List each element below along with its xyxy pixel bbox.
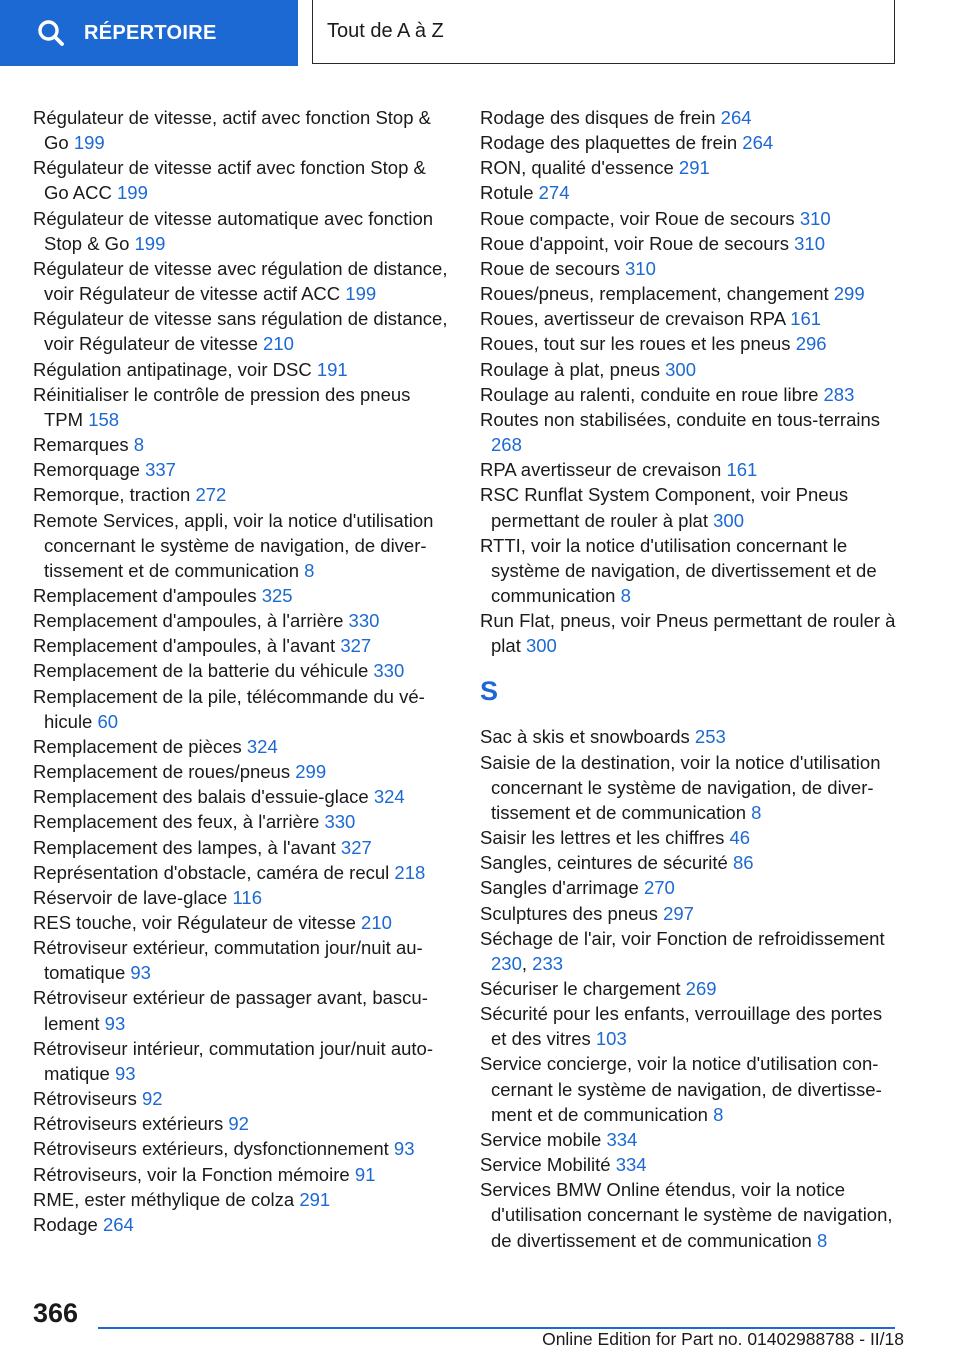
index-entry [33,482,453,507]
index-entry [33,608,453,633]
page-link[interactable]: 264 [102,1213,134,1235]
index-entry-text: Régulation antipatinage, voir DSC [33,358,312,380]
page-link[interactable]: 230 [491,952,522,974]
index-entry-text: Rétroviseurs extérieurs, dysfonctionnement [33,1138,389,1160]
index-entry-text: Saisir les lettres et les chiffres [480,827,725,849]
page-link[interactable]: 218 [394,861,426,883]
index-entry-text: Roulage à plat, pneus [480,358,660,380]
index-entry-text: Roue compacte, voir Roue de secours [480,207,795,229]
edition-info: Online Edition for Part no. 01402988788 - II/18 [542,1329,904,1349]
index-entry [480,130,900,155]
index-entry [33,306,453,356]
page-link[interactable]: 330 [324,811,356,833]
page-link[interactable]: 270 [643,877,675,899]
index-entry [480,407,900,457]
index-entry [33,684,453,734]
index-entry-text: RES touche, voir Régulateur de vitesse [33,912,356,933]
index-entry-text: Régulateur de vitesse actif avec fonction Stop & Go ACC [33,157,426,204]
index-entry-text: Saisie de la destination, voir la notice d'utilisation concernant le système de navigation, de divertissement et de communication [480,751,881,823]
index-entry-text: Remplacement de pièces [33,735,242,757]
index-entry [33,1187,453,1212]
index-entry-text: Rétroviseurs extérieurs [33,1113,224,1135]
page-link[interactable]: 310 [799,207,831,229]
page-link[interactable]: 8 [713,1103,724,1125]
page-link[interactable]: 283 [823,383,855,405]
page-link[interactable]: 253 [694,726,726,748]
index-column-left [33,105,453,1237]
page-link[interactable]: 93 [130,962,151,984]
index-entry [33,809,453,834]
page-link[interactable]: 310 [625,257,656,279]
index-entry-text: Remplacement des feux, à l'arrière [33,811,320,833]
page-link[interactable]: 291 [299,1188,331,1210]
index-entry-text: Service Mobilité [480,1154,611,1176]
page-link[interactable]: 233 [532,952,564,974]
index-entry-text: Remorquage [33,459,140,481]
index-entry [480,357,900,382]
index-entry [480,1127,900,1152]
index-entry-text: Remplacement de roues/pneus [33,761,291,783]
index-entry: Séchage de l'air, voir Fonction de refroidissement 230, 233 [480,927,885,974]
page-link[interactable]: 210 [361,912,392,933]
page-link[interactable]: 8 [620,584,631,606]
index-entry [33,357,453,382]
page-link[interactable]: 269 [685,978,717,999]
page-link[interactable]: 327 [340,635,372,657]
index-entry [480,105,900,130]
index-entry-text: Roulage au ralenti, conduite en roue libre [480,383,819,405]
index-entry [480,206,900,231]
page-link[interactable]: 158 [88,408,120,430]
index-entry [480,1051,900,1126]
index-entry-text: RME, ester méthylique de colza [33,1188,295,1210]
index-entry-text: Rétroviseurs, voir la Fonction mémoire [33,1163,350,1185]
index-entry-text: Réservoir de lave-glace [33,886,228,908]
index-entry-text: Roues, avertisseur de crevaison RPA [480,308,786,330]
index-entry [33,860,453,885]
index-entry [480,825,900,850]
page-link[interactable]: 264 [742,132,774,154]
page-link[interactable]: 199 [345,283,377,305]
index-entry-text: Sangles d'arrimage [480,877,639,899]
page-link[interactable]: 161 [726,459,758,481]
index-entry-text: Roue de secours [480,257,620,279]
page-link[interactable]: 8 [751,801,762,823]
index-entry [33,910,453,935]
page-link[interactable]: 268 [491,434,522,456]
index-entry [480,155,900,180]
index-entry [480,457,900,482]
index-entry [33,985,453,1035]
index-entry-text: Routes non stabilisées, conduite en tous-terrains [480,408,881,430]
index-entry-text: Rétroviseur extérieur de passager avant, basculement [33,987,428,1034]
index-entry-text: Sécuriser le chargement [480,978,681,999]
page-link[interactable]: 300 [525,635,557,657]
index-entry [480,231,900,256]
index-entry-text: Services BMW Online étendus, voir la notice d'utilisation concernant le système de navigation, de divertissement et de communication [480,1179,893,1251]
page-link[interactable]: 91 [354,1163,376,1185]
index-entry [480,1152,900,1177]
page-link[interactable]: 325 [261,584,293,606]
index-entry-text: Remarques [33,434,129,456]
page-link[interactable]: 324 [373,786,405,808]
index-entry [33,432,453,457]
page-link[interactable]: 103 [595,1028,627,1050]
index-entry [480,1001,900,1051]
index-entry [480,976,900,1001]
page-link[interactable]: 60 [97,710,119,732]
index-entry-text: Rétroviseur extérieur, commutation jour/nuit automatique [33,937,423,984]
index-entry [33,784,453,809]
index-list-r [480,105,900,658]
page-link[interactable]: 310 [794,232,825,254]
index-entry-text: Rotule [480,182,534,204]
page-link[interactable]: 46 [729,827,751,849]
index-entry-text: Remplacement d'ampoules [33,584,257,606]
index-entry-text: Représentation d'obstacle, caméra de recul [33,861,390,883]
index-entry [480,901,900,926]
index-entry-text: Remplacement des balais d'essuie-glace [33,786,369,808]
index-entry [33,583,453,608]
index-entry [33,1162,453,1187]
page-link[interactable]: 8 [304,559,315,581]
index-entry [480,850,900,875]
index-list-s [480,724,900,1252]
index-entry-text: Roue d'appoint, voir Roue de secours [480,232,789,254]
page-link[interactable]: 299 [295,761,327,783]
index-entry-text: RON, qualité d'essence [480,157,674,179]
index-entry [33,457,453,482]
page-link[interactable]: 296 [795,333,827,355]
page-link[interactable]: 86 [732,852,754,874]
page-link[interactable]: 210 [263,333,294,355]
page-link[interactable]: 92 [141,1088,163,1110]
page-link[interactable]: 327 [340,836,372,858]
index-entry [480,875,900,900]
index-tab-label: RÉPERTOIRE [84,21,217,44]
index-entry-text: Régulateur de vitesse sans régulation de distance, voir Régulateur de vitesse [33,308,448,355]
index-entry [33,1212,453,1237]
page-link[interactable]: 8 [133,434,145,456]
search-icon [36,18,66,48]
index-entry-text: Régulateur de vitesse avec régulation de distance, voir Régulateur de vitesse actif ACC [33,257,448,305]
page-link[interactable]: 330 [373,660,405,682]
index-entry-text: Service concierge, voir la notice d'utilisation concernant le système de navigation, de divertissement et de communication [480,1053,882,1125]
page-link[interactable]: 116 [232,886,262,908]
index-entry-text: Réinitialiser le contrôle de pression des pneus TPM [33,383,411,430]
index-entry-text: Run Flat, pneus, voir Pneus permettant de rouler à plat [480,610,896,657]
page-link[interactable]: 274 [538,182,570,204]
index-entry-text: Sculptures des pneus [480,902,658,924]
index-entry-text: Séchage de l'air, voir Fonction de refroidissement [480,927,885,949]
index-entry-text: Sangles, ceintures de sécurité [480,852,728,874]
index-entry-text: Rodage des plaquettes de frein [480,132,738,154]
index-entry-text: Remplacement de la batterie du véhicule [33,660,369,682]
page-link[interactable]: 337 [145,459,176,481]
index-entry [33,734,453,759]
page-link[interactable]: 191 [316,358,348,380]
index-entry [33,1111,453,1136]
page-link[interactable]: 199 [134,232,166,254]
page-link[interactable]: 161 [790,308,822,330]
page-link[interactable]: 334 [615,1154,647,1176]
index-entry-text: Remplacement de la pile, télécommande du véhicule [33,685,425,732]
index-entry-text: Service mobile [480,1128,602,1150]
index-tab[interactable] [0,0,298,66]
index-entry-text: Sécurité pour les enfants, verrouillage des portes et des vitres [480,1003,883,1050]
index-entry-text: Roues/pneus, remplacement, changement [480,283,829,305]
index-entry [480,724,900,749]
page-link[interactable]: 272 [195,484,227,506]
index-entry-text: Rodage [33,1213,98,1235]
page-number: 366 [33,1298,79,1328]
page-link[interactable]: 291 [678,157,710,179]
index-entry [33,105,453,155]
index-entry [480,482,900,532]
section-header [312,0,895,64]
index-entry [480,281,900,306]
index-entry [33,633,453,658]
page-link[interactable]: 299 [833,283,865,305]
index-entry [33,1136,453,1161]
index-entry [33,206,453,256]
page-link[interactable]: 93 [114,1062,136,1084]
index-entry [33,658,453,683]
page-link[interactable]: 334 [606,1128,638,1150]
index-entry-text: Remote Services, appli, voir la notice d'utilisation concernant le système de navigation, de divertissement et de communication [33,509,434,581]
index-entry-text: Roues, tout sur les roues et les pneus [480,333,791,355]
index-entry [480,1177,900,1252]
index-entry-text: Régulateur de vitesse, actif avec fonction Stop & Go [33,107,431,154]
index-entry [480,256,900,281]
page-link[interactable]: 8 [816,1229,828,1251]
index-entry [33,885,453,910]
page-link[interactable]: 300 [665,358,697,380]
index-column-right [480,105,900,1253]
index-entry [33,256,453,306]
page-link[interactable]: 297 [663,902,694,924]
index-entry [480,750,900,825]
index-entry-text: Sac à skis et snowboards [480,726,690,748]
index-entry-text: Rodage des disques de frein [480,107,716,128]
index-entry-text: Remplacement d'ampoules, à l'arrière [33,610,344,632]
index-entry [480,180,900,205]
index-entry [33,1086,453,1111]
page-link[interactable]: 324 [246,735,278,757]
index-entry [33,155,453,205]
page-link[interactable]: 264 [720,107,752,128]
section-title: Tout de A à Z [327,20,444,42]
page-link[interactable]: 330 [348,610,380,632]
page-link[interactable]: 92 [228,1113,249,1135]
page-link[interactable]: 93 [393,1138,415,1160]
index-entry [33,508,453,583]
index-entry [480,382,900,407]
index-entry [480,306,900,331]
index-entry [33,759,453,784]
index-entry [480,331,900,356]
section-letter: S [480,676,499,707]
index-entry-text: Remplacement des lampes, à l'avant [33,836,336,858]
index-entry [480,533,900,608]
page-link[interactable]: 199 [117,182,148,204]
index-entry [480,608,900,658]
index-entry-text: Remorque, traction [33,484,191,506]
page-link[interactable]: 300 [713,509,745,531]
page-link[interactable]: 93 [104,1012,126,1034]
index-entry [33,935,453,985]
index-entry [33,1036,453,1086]
index-entry-text: Rétroviseurs [33,1088,137,1110]
page-link[interactable]: 199 [73,132,105,154]
index-entry [33,382,453,432]
index-entry-text: Régulateur de vitesse automatique avec fonction Stop & Go [33,207,434,254]
index-entry-text: RSC Runflat System Component, voir Pneus permettant de rouler à plat [480,484,849,531]
index-entry-text: RTTI, voir la notice d'utilisation concernant le système de navigation, de divertissement et de communication [480,534,877,606]
index-entry-text: Rétroviseur intérieur, commutation jour/nuit automatique [33,1037,434,1084]
index-entry [33,835,453,860]
index-entry-text: RPA avertisseur de crevaison [480,459,722,481]
index-entry-text: Remplacement d'ampoules, à l'avant [33,635,336,657]
